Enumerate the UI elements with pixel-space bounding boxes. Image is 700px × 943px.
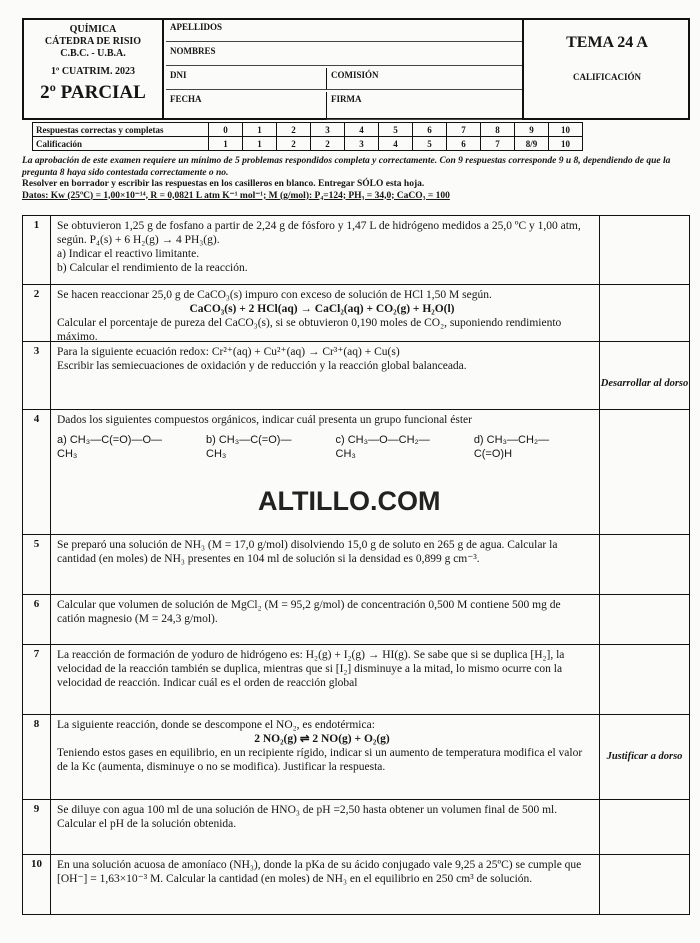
score-cell: 7: [481, 137, 515, 151]
answer-box[interactable]: [599, 216, 689, 284]
score-cell: 3: [311, 123, 345, 137]
score-cell: 5: [413, 137, 447, 151]
dni-field[interactable]: DNI: [166, 68, 326, 90]
question-number: 4: [23, 410, 51, 534]
question-line: Dados los siguientes compuestos orgánicos, indicar cuál presenta un grupo funcional éster: [57, 414, 472, 426]
compound-option: a) CH₃—C(=O)—O—CH₃: [57, 434, 163, 460]
score-cell: 6: [447, 137, 481, 151]
comision-field[interactable]: COMISIÓN: [326, 68, 522, 90]
resolve-note: Resolver en borrador y escribir las respuestas en los casilleros en blanco. Entregar SÓLO esta hoja.: [22, 179, 425, 189]
question-line: b) Calcular el rendimiento de la reacción.: [57, 262, 248, 274]
question-line: 2 NO₂(g) ⇌ 2 NO(g) + O₂(g): [254, 733, 390, 745]
question-text: [57, 598, 587, 626]
question-line: En una solución acuosa de amoníaco (NH₃), donde la pKa de su ácido conjugado vale 9,25 a 25ºC) se cumple que [OH⁻] = 1,63×10⁻³ M. Calcular la cantidad (en moles) de NH₃ en el equilibrio en 250 cm³ de solución.: [57, 859, 582, 885]
score-cell: 4: [379, 137, 413, 151]
score-cell: 3: [345, 137, 379, 151]
grade-row-label: Calificación: [33, 137, 209, 151]
answer-box[interactable]: [599, 855, 689, 914]
question-text: [57, 345, 587, 373]
tema-label: TEMA 24 A: [566, 34, 648, 51]
question-number: 6: [23, 595, 51, 644]
question-line: Para la siguiente ecuación redox: Cr²⁺(aq) + Cu²⁺(aq) → Cr³⁺(aq) + Cu(s): [57, 346, 400, 358]
term: 1º CUATRIM. 2023: [51, 66, 135, 77]
side-note: Desarrollar al dorso: [600, 378, 689, 389]
watermark: ALTILLO.COM: [258, 486, 441, 516]
answer-box[interactable]: [599, 285, 689, 341]
question-line: Se hacen reaccionar 25,0 g de CaCO₃(s) impuro con exceso de solución de HCl 1,50 M según.: [57, 289, 492, 301]
score-cell: 5: [379, 123, 413, 137]
question-text: [57, 648, 587, 690]
calificacion-label: CALIFICACIÓN: [572, 72, 641, 82]
subject: QUÍMICA: [69, 24, 117, 35]
question-number: 7: [23, 645, 51, 714]
question-line: Calcular que volumen de solución de MgCl₂ (M = 95,2 g/mol) de concentración 0,500 M contiene 500 mg de catión magnesio (M = 24,3 g/mol).: [57, 599, 561, 625]
side-note: Justificar a dorso: [606, 751, 683, 762]
exam-header: [22, 18, 690, 120]
firma-field[interactable]: FIRMA: [326, 92, 522, 120]
question-text: [57, 219, 587, 275]
question-number: 10: [23, 855, 51, 914]
score-cell: 0: [209, 123, 243, 137]
score-cell: 10: [549, 123, 583, 137]
question-2: [22, 285, 690, 342]
approval-note: La aprobación de este examen requiere un mínimo de 5 problemas respondidos completa y correctamente. Con 9 respuestas corresponde 9 u 8, dependiendo de que la pregunta 8 haya sido contestada correctamente o no.: [22, 156, 671, 178]
question-text: [57, 718, 587, 774]
data-note: Datos: Kw (25ºC) = 1,00×10⁻¹⁴, R = 0,0821 L atm K⁻¹ mol⁻¹; M (g/mol): P₄=124; PH₃ = 34,0; CaCO₃ = 100: [22, 190, 450, 201]
question-line: CaCO₃(s) + 2 HCl(aq) → CaCl₂(aq) + CO₂(g) + H₂O(l): [189, 303, 455, 315]
instructions: [22, 156, 692, 202]
question-5: [22, 535, 690, 595]
score-cell: 7: [447, 123, 481, 137]
question-text: [57, 538, 587, 566]
question-3: [22, 342, 690, 410]
question-text: [57, 413, 587, 461]
school: C.B.C. - U.B.A.: [60, 48, 126, 59]
question-number: 8: [23, 715, 51, 799]
score-cell: 10: [549, 137, 583, 151]
score-cell: 2: [311, 137, 345, 151]
score-cell: 2: [277, 123, 311, 137]
question-number: 9: [23, 800, 51, 854]
institution-block: [24, 20, 164, 118]
score-cell: 4: [345, 123, 379, 137]
compound-option: d) CH₃—CH₂—C(=O)H: [473, 434, 550, 460]
answer-box[interactable]: [599, 595, 689, 644]
score-cell: 1: [243, 123, 277, 137]
answer-box[interactable]: [599, 645, 689, 714]
question-7: [22, 645, 690, 715]
question-6: [22, 595, 690, 645]
score-cell: 6: [413, 123, 447, 137]
answer-box[interactable]: [599, 342, 689, 409]
answer-box[interactable]: [599, 800, 689, 854]
apellidos-field[interactable]: APELLIDOS: [166, 20, 522, 42]
question-line: Calcular el porcentaje de pureza del CaCO₃(s), si se obtuvieron 0,190 moles de CO₂, suponiendo rendimiento máximo.: [57, 317, 562, 343]
question-line: Teniendo estos gases en equilibrio, en un recipiente rígido, indicar si un aumento de temperatura modifica el valor de la Kc (aumenta, disminuye o no se modifica). Justificar la respuesta.: [57, 747, 583, 773]
question-line: a) Indicar el reactivo limitante.: [57, 248, 200, 260]
score-table: [32, 122, 583, 151]
tema-box: [522, 20, 690, 118]
answer-box[interactable]: [599, 535, 689, 594]
question-text: [57, 803, 587, 831]
question-text: [57, 858, 587, 886]
exam-title: 2º PARCIAL: [40, 82, 146, 103]
answer-box[interactable]: [599, 715, 689, 799]
score-cell: 8: [481, 123, 515, 137]
score-cell: 1: [243, 137, 277, 151]
question-line: Se preparó una solución de NH₃ (M = 17,0 g/mol) disolviendo 15,0 g de soluto en 265 g de agua. Calcular la cantidad (en moles) de NH₃ presentes en 104 ml de solución si la densidad es 0,899 g cm⁻³.: [57, 539, 558, 565]
question-1: [22, 215, 690, 285]
nombres-field[interactable]: NOMBRES: [166, 44, 522, 66]
chair: CÁTEDRA DE RISIO: [44, 36, 142, 47]
score-cell: 1: [209, 137, 243, 151]
question-number: 2: [23, 285, 51, 341]
question-line: La reacción de formación de yoduro de hidrógeno es: H₂(g) + I₂(g) → HI(g). Se sabe que si se duplica [H₂], la velocidad de la reacción también se duplica, mientras que si [I₂] disminuye a la mitad, lo mismo ocurre con la velocidad de reacción. Indicar cuál es el orden de reacción global: [57, 649, 565, 689]
question-line: Escribir las semiecuaciones de oxidación y de reducción y la reacción global balanceada.: [57, 360, 467, 372]
fecha-field[interactable]: FECHA: [170, 94, 202, 104]
question-number: 3: [23, 342, 51, 409]
question-text: [57, 288, 587, 344]
question-number: 5: [23, 535, 51, 594]
question-number: 1: [23, 216, 51, 284]
score-cell: 2: [277, 137, 311, 151]
answer-box[interactable]: [599, 410, 689, 534]
compound-option: b) CH₃—C(=O)—CH₃: [206, 434, 292, 460]
question-line: Se diluye con agua 100 ml de una solución de HNO₃ de pH =2,50 hasta obtener un volumen final de 500 ml. Calcular el pH de la solución obtenida.: [57, 804, 558, 830]
compound-option: c) CH₃—O—CH₂—CH₃: [335, 434, 430, 460]
question-line: Se obtuvieron 1,25 g de fosfano a partir de 2,24 g de fósforo y 1,47 L de hidrógeno medidos a 25,0 ºC y 1,00 atm, según. P₄(s) + 6 H₂(g) → 4 PH₃(g).: [57, 220, 581, 246]
score-cell: 9: [515, 123, 549, 137]
question-10: [22, 855, 690, 915]
score-cell: 8/9: [515, 137, 549, 151]
question-9: [22, 800, 690, 855]
score-row-label: Respuestas correctas y completas: [33, 123, 209, 137]
question-8: [22, 715, 690, 800]
question-line: La siguiente reacción, donde se descompone el NO₂, es endotérmica:: [57, 719, 375, 731]
